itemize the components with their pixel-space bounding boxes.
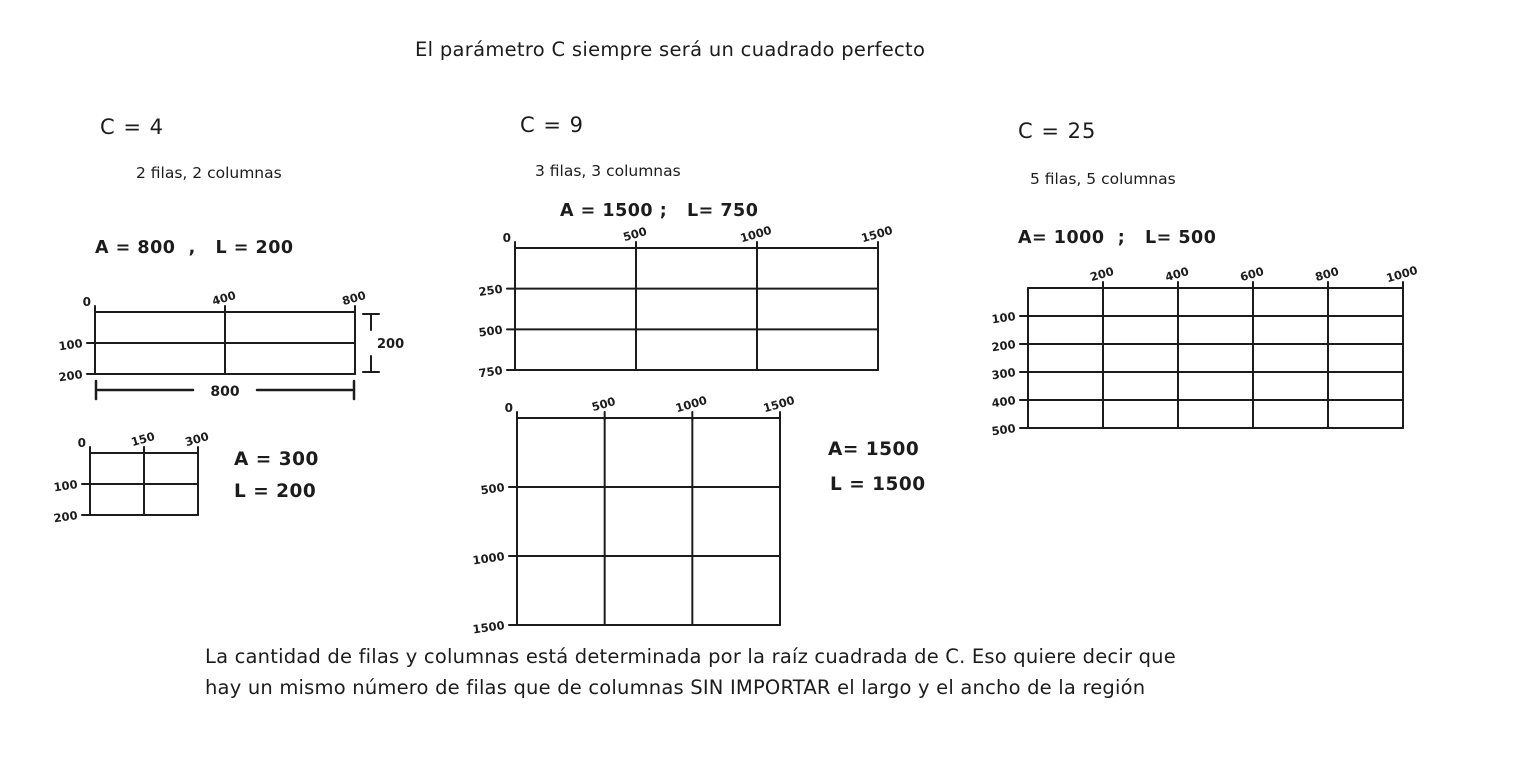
section-c25-heading: C = 25 [1018,119,1097,143]
y-axis-label: 500 [479,480,506,498]
grid-c9-bottom-area-label: A= 1500 [828,439,920,460]
x-axis-label: 1000 [1384,263,1420,286]
y-axis-label: 750 [477,363,504,381]
section-c9-params: A = 1500 ; L= 750 [560,201,759,221]
x-axis-label: 1500 [761,393,797,416]
x-axis-label: 1000 [673,393,709,416]
y-axis-label: 500 [477,322,504,340]
y-axis-label: 250 [477,281,504,299]
grid-c9-top-figure [465,214,902,386]
width-measure-label: 800 [210,384,240,400]
y-axis-label: 100 [52,477,79,495]
y-axis-label: 1000 [471,549,506,568]
x-axis-label: 400 [210,288,238,309]
grid-c4-small-figure [48,420,212,529]
grid-svg [50,278,427,418]
y-axis-label: 1500 [471,618,506,637]
y-axis-label: 300 [990,365,1017,383]
x-axis-label: 0 [504,401,513,415]
height-measure-label: 200 [377,337,405,352]
x-axis-label: 1000 [738,223,774,246]
y-axis-label: 200 [990,337,1017,355]
x-axis-label: 300 [183,429,211,450]
footer-note-line1: La cantidad de filas y columnas está determinada por la raíz cuadrada de C. Eso quiere decir que [205,645,1176,668]
x-axis-label: 500 [590,394,618,415]
x-axis-label: 400 [1163,264,1191,285]
grid-svg [48,420,212,525]
grid-c25-figure [978,254,1443,442]
x-axis-label: 0 [77,436,86,450]
footer-note-line2: hay un mismo número de filas que de columnas SIN IMPORTAR el largo y el ancho de la región [205,676,1146,699]
grid-c4-small-area-label: A = 300 [234,449,319,470]
x-axis-label: 800 [1313,264,1341,285]
grid-c4-small-length-label: L = 200 [234,481,317,502]
x-axis-label: 500 [621,224,649,245]
x-axis-label: 1500 [859,223,895,246]
section-c25-params: A= 1000 ; L= 500 [1018,228,1217,248]
x-axis-label: 600 [1238,264,1266,285]
section-c9-heading: C = 9 [520,113,584,137]
section-c4-heading: C = 4 [100,115,164,139]
x-axis-label: 800 [340,288,368,309]
grid-svg [465,214,902,382]
section-c25-subheading: 5 filas, 5 columnas [1030,170,1176,188]
x-axis-label: 0 [502,231,511,245]
x-axis-label: 200 [1088,264,1116,285]
grid-c9-bottom-length-label: L = 1500 [830,474,926,495]
grid-c9-bottom-figure [462,384,800,643]
section-c9-subheading: 3 filas, 3 columnas [535,162,681,180]
section-c4-params: A = 800 , L = 200 [95,238,294,258]
y-axis-label: 500 [990,421,1017,438]
grid-svg [978,254,1443,438]
y-axis-label: 400 [990,393,1017,411]
section-c4-subheading: 2 filas, 2 columnas [136,164,282,182]
x-axis-label: 0 [82,295,91,309]
grid-c4-main-figure [50,278,427,422]
x-axis-label: 150 [129,429,157,450]
y-axis-label: 200 [57,367,84,385]
y-axis-label: 200 [52,508,79,525]
y-axis-label: 100 [990,309,1017,327]
page-title: El parámetro C siempre será un cuadrado perfecto [415,38,926,61]
y-axis-label: 100 [57,336,84,354]
grid-svg [462,384,800,639]
